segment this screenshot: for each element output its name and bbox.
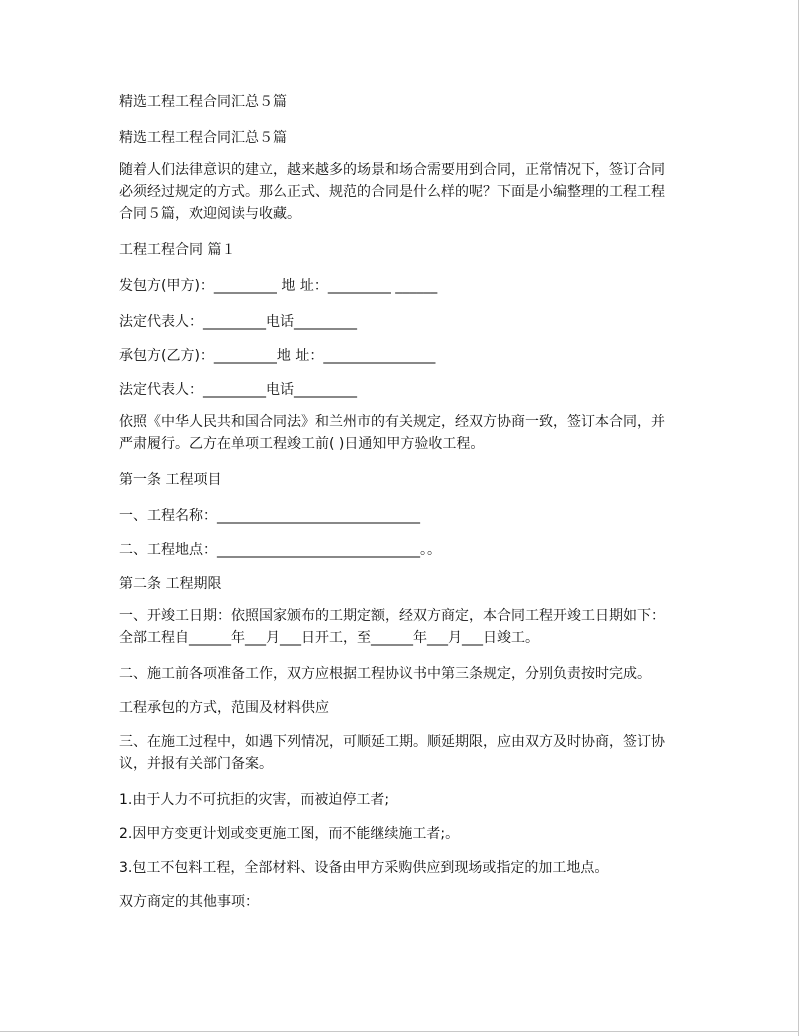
page-edge-bottom <box>0 1031 799 1032</box>
party-b-representative: 法定代表人：_________电话_________ <box>119 382 357 398</box>
extension-line: 议，并报有关部门备案。 <box>119 756 273 772</box>
basis-line: 严肃履行。乙方在单项工程竣工前( )日通知甲方验收工程。 <box>119 436 485 452</box>
party-a-representative: 法定代表人：_________电话_________ <box>119 314 357 330</box>
intro-line: 必须经过规定的方式。那么正式、规范的合同是什么样的呢？下面是小编整理的工程工程 <box>119 184 665 200</box>
party-b-line: 承包方(乙方)：_________地 址：________________ <box>119 348 436 364</box>
extension-line: 三、在施工过程中，如遇下列情况，可顺延工期。顺延期限，应由双方及时协商，签订协 <box>119 734 665 750</box>
list-item: 2.因甲方变更计划或变更施工图，而不能继续施工者;。 <box>119 826 460 842</box>
document-subtitle: 精选工程工程合同汇总５篇 <box>119 130 287 146</box>
contract-method-line: 工程承包的方式，范围及材料供应 <box>119 700 329 716</box>
other-matters-line: 双方商定的其他事项： <box>119 894 259 910</box>
project-name-line: 一、工程名称：_____________________________ <box>119 508 420 524</box>
basis-paragraph <box>119 411 689 455</box>
article-1-heading: 第一条 工程项目 <box>119 472 222 488</box>
schedule-paragraph <box>119 605 689 649</box>
article-2-heading: 第二条 工程期限 <box>119 576 222 592</box>
intro-line: 随着人们法律意识的建立，越来越多的场景和场合需要用到合同，正常情况下，签订合同 <box>119 162 665 178</box>
section-heading: 工程工程合同 篇１ <box>119 242 236 258</box>
intro-line: 合同５篇，欢迎阅读与收藏。 <box>119 206 301 222</box>
preparation-line: 二、施工前各项准备工作，双方应根据工程协议书中第三条规定，分别负责按时完成。 <box>119 666 651 682</box>
project-location-line: 二、工程地点：_____________________________。。 <box>119 542 441 558</box>
document-title: 精选工程工程合同汇总５篇 <box>119 94 287 110</box>
list-item: 3.包工不包料工程，全部材料、设备由甲方采购供应到现场或指定的加工地点。 <box>119 860 609 876</box>
party-a-line: 发包方(甲方)：_________ 地 址：_________ ______ <box>119 278 438 294</box>
intro-paragraph <box>119 159 689 225</box>
schedule-line: 一、开竣工日期：依照国家颁布的工期定额，经双方商定，本合同工程开竣工日期如下： <box>119 608 665 624</box>
page-edge-right <box>798 0 799 1036</box>
extension-paragraph <box>119 731 689 775</box>
list-item: 1.由于人力不可抗拒的灾害，而被迫停工者; <box>119 792 390 808</box>
schedule-line: 全部工程自______年___月___日开工，至______年___月___日竣工。 <box>119 630 539 646</box>
basis-line: 依照《中华人民共和国合同法》和兰州市的有关规定，经双方协商一致，签订本合同，并 <box>119 414 665 430</box>
